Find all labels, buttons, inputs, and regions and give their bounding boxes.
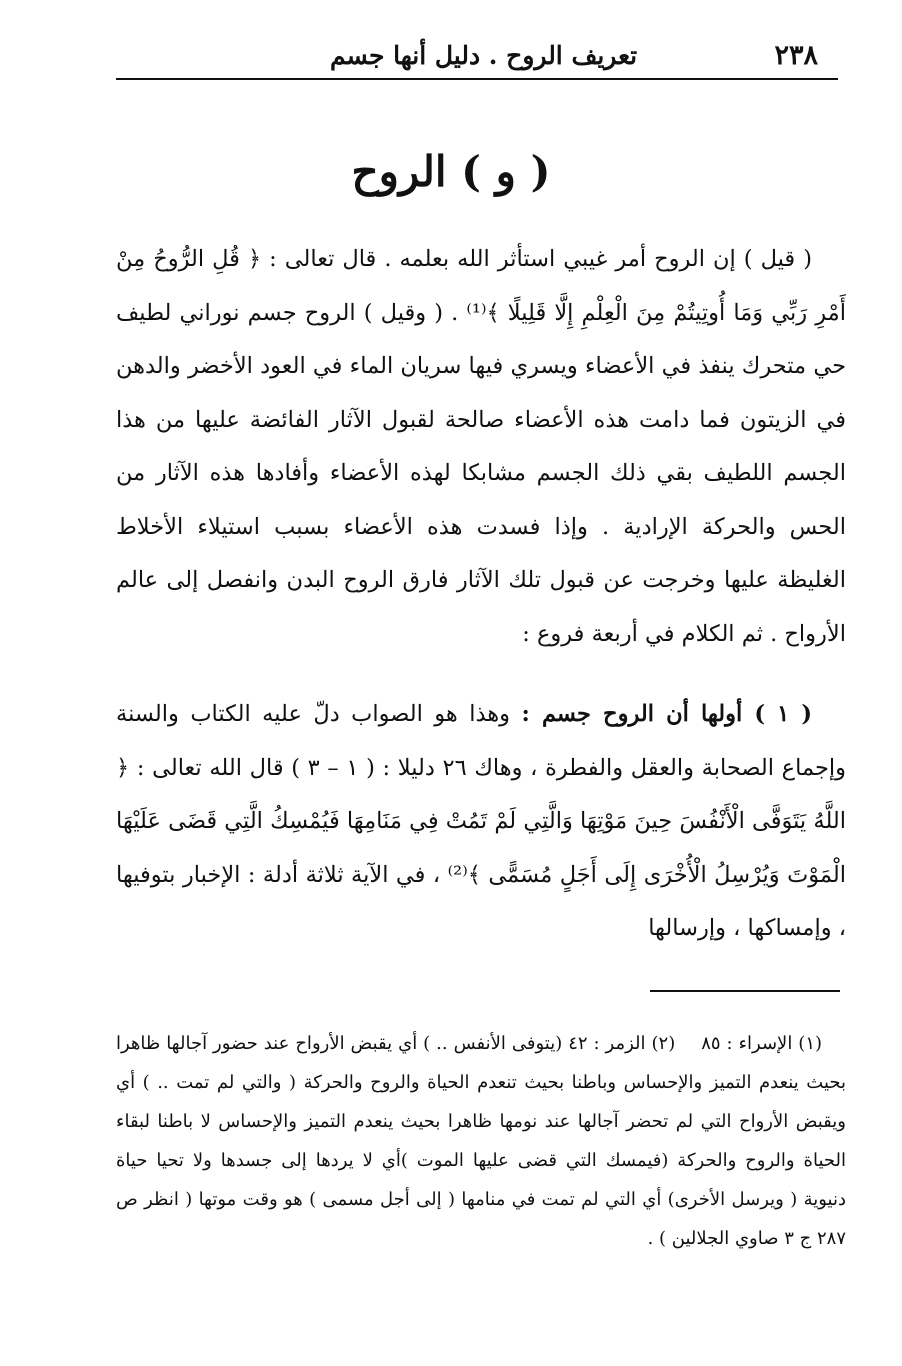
footnote-1: (١) الإسراء : ٨٥ (701, 1033, 823, 1054)
page-number: ٢٣٨ (774, 40, 818, 71)
footnotes (116, 1024, 846, 1258)
footnote-2: (٢) الزمر : ٤٢ (يتوفى الأنفس .. ) أي يقبض الأرواح عند حضور آجالها ظاهرا بحيث ينعدم التميز والإحساس وباطنا بحيث تنعدم الحياة والروح والحركة ( والتي لم تمت .. ) أي ويقبض الأرواح التي لم تحضر آجالها عند نومها ظاهرا بحيث ينعدم التميز والإحساس لا باطنا لبقاء الحياة والروح والحركة (فيمسك التي قضى عليها الموت )أي لا يردها إلى جسدها ولا تحيا حياة دنيوية ( ويرسل الأخرى) أي التي لم تمت في منامها ( إلى أجل مسمى ) هو وقت موتها ( انظر ص ٢٨٧ ج ٣ صاوي الجلالين ) . (116, 1033, 846, 1249)
paragraph-first-branch (116, 688, 846, 956)
header-rule (116, 78, 838, 80)
section-title: ( و ) الروح (351, 147, 551, 196)
footnote-rule (650, 990, 840, 992)
page-header (112, 24, 820, 74)
paragraph-lead-heading: ( ١ ) أولها أن الروح جسم : (521, 701, 813, 727)
paragraph-first-branch-text: وهذا هو الصواب دلّ عليه الكتاب والسنة وإجماع الصحابة والعقل والفطرة ، وهاك ٢٦ دليلا : ( ١ – ٣ ) قال الله تعالى : ﴿ اللَّهُ يَتَوَفَّى الْأَنْفُسَ حِينَ مَوْتِهَا وَالَّتِي لَمْ تَمُتْ فِي مَنَامِهَا فَيُمْسِكُ الَّتِي قَضَى عَلَيْهَا الْمَوْتَ وَيُرْسِلُ الْأُخْرَى إِلَى أَجَلٍ مُسَمًّى ﴾⁽²⁾ ، في الآية ثلاثة أدلة : الإخبار بتوفيها ، وإمساكها ، وإرسالها (116, 701, 846, 941)
paragraph-definition (116, 233, 846, 661)
running-title: تعريف الروح . دليل أنها جسم (330, 41, 638, 70)
paragraph-definition-text: ( قيل ) إن الروح أمر غيبي استأثر الله بعلمه . قال تعالى : ﴿ قُلِ الرُّوحُ مِنْ أَمْرِ رَبِّي وَمَا أُوتِيتُمْ مِنَ الْعِلْمِ إِلَّا قَلِيلًا ﴾⁽¹⁾ . ( وقيل ) الروح جسم نوراني لطيف حي متحرك ينفذ في الأعضاء ويسري فيها سريان الماء في العود الأخضر والدهن في الزيتون فما دامت هذه الأعضاء صالحة لقبول الآثار الفائضة عليها من هذا الجسم اللطيف بقي ذلك الجسم مشابكا لهذه الأعضاء وأفادها هذه الآثار من الحس والحركة الإرادية . وإذا فسدت هذه الأعضاء بسبب استيلاء الأخلاط الغليظة عليها وخرجت عن قبول تلك الآثار فارق الروح البدن وانفصل إلى عالم الأرواح . ثم الكلام في أربعة فروع : (116, 246, 846, 647)
